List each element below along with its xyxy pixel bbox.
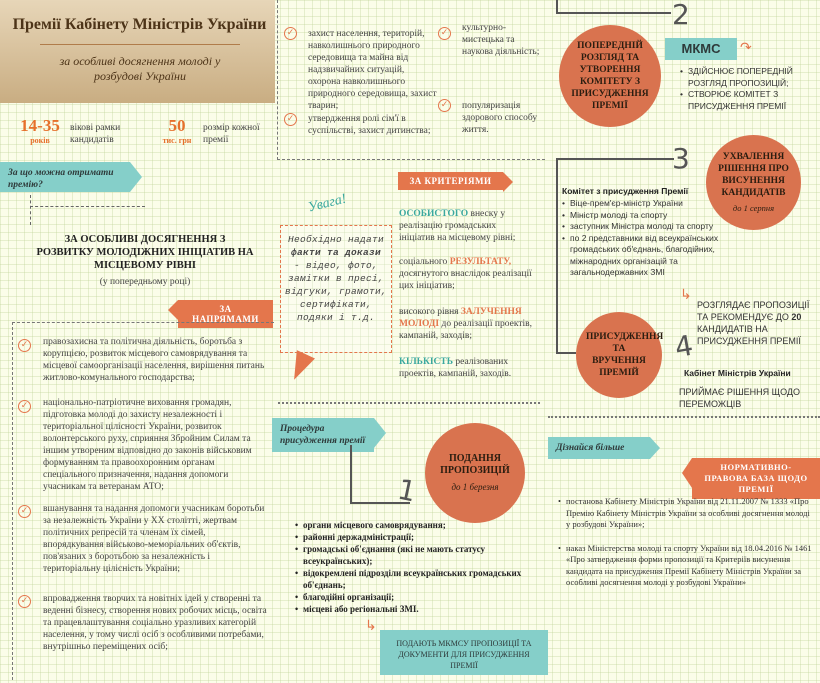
connector-line <box>30 195 31 225</box>
prize-value: 50 <box>168 116 186 135</box>
committee-member: • заступник Міністра молоді та спорту <box>562 221 722 233</box>
check-icon: ✓ <box>18 400 31 413</box>
flow-line <box>556 12 671 14</box>
criteria-before: високого рівня <box>399 307 461 317</box>
step3-number: 3 <box>672 142 690 175</box>
submitters-list <box>295 519 535 615</box>
criteria-after: реалізованих проектів, кампаній, заходів. <box>399 357 512 379</box>
ribbon-tip <box>168 300 178 320</box>
step1-title: ПОДАННЯ ПРОПОЗИЦІЙ <box>440 453 510 476</box>
attention-text-part: Необхідно надати <box>287 234 384 245</box>
criteria-item <box>399 256 534 292</box>
topic-item: захист населення, територій, навколишнього природного середовища та майна від надзвичайних ситуацій, охорона навколишнього природного середовища, захист тварин; <box>308 29 437 111</box>
criteria-item <box>399 208 534 244</box>
criteria-after: досягнутого внаслідок реалізації цих ініціатив; <box>399 269 532 291</box>
prize-unit: тис. грн <box>162 136 192 145</box>
step2-number: 2 <box>672 0 690 31</box>
check-icon: ✓ <box>18 339 31 352</box>
step3-title: УХВАЛЕННЯ РІШЕННЯ ПРО ВИСУНЕННЯ КАНДИДАТІВ <box>718 152 789 198</box>
criteria-before: соціального <box>399 257 450 267</box>
step1-number: 1 <box>394 472 420 509</box>
step4-title: ПРИСУДЖЕННЯ ТА ВРУЧЕННЯ ПРЕМІЙ <box>586 332 664 378</box>
more-ribbon: Дізнайся більше <box>548 437 650 459</box>
submit-note: ПОДАЮТЬ МКМСУ ПРОПОЗИЦІЇ ТА ДОКУМЕНТИ ДЛЯ ПРИСУДЖЕННЯ ПРЕМІЇ <box>380 630 548 675</box>
arrow-icon: ↷ <box>740 40 752 56</box>
age-unit: років <box>30 136 50 145</box>
criteria-key: КІЛЬКІСТЬ <box>399 357 454 367</box>
connector-line <box>30 206 145 207</box>
attention-pointer <box>285 350 315 384</box>
age-value: 14-35 <box>20 116 60 135</box>
step4-circle <box>576 312 662 398</box>
question-ribbon: За що можна отримати премію? <box>0 162 130 192</box>
committee-member: • по 2 представники від всеукраїнських громадських об'єднань, благодійних, міжнародних організацій та загальнодержавних ЗМІ <box>562 233 722 279</box>
award-heading: ЗА ОСОБЛИВІ ДОСЯГНЕННЯ З РОЗВИТКУ МОЛОДІЖНИХ ІНІЦІАТИВ НА МІСЦЕВОМУ РІВНІ <box>36 234 254 271</box>
legal-ribbon: НОРМАТИВНО-ПРАВОВА БАЗА ЩОДО ПРЕМІЇ <box>692 458 820 499</box>
flow-line <box>556 158 674 160</box>
title-divider <box>40 44 240 45</box>
decision-bold: 20 <box>791 312 802 322</box>
legal-item: • постанова Кабінету Міністрів України від 21.11.2007 № 1333 «Про Премію Кабінету Міністрів України за особливі досягнення молоді у розбудові України»; <box>558 496 816 531</box>
topic-item: культурно-мистецька та наукова діяльність; <box>462 23 540 57</box>
check-icon: ✓ <box>438 27 451 40</box>
ribbon-tip <box>503 172 513 192</box>
prize-label: розмір кожної премії <box>203 123 260 145</box>
section-divider <box>548 416 820 418</box>
step1-circle <box>425 423 525 523</box>
criteria-after: до реалізації проектів, кампаній, заходів; <box>399 319 532 341</box>
direction-item: правозахисна та політична діяльність, боротьба з корупцією, розвиток місцевого самоврядування та місцевої самоорганізації населення, вирішення питань житлово-комунального господарства; <box>43 337 265 383</box>
arrow-icon: ↳ <box>680 287 692 303</box>
page-subtitle: за особливі досягнення молоді у розбудові України <box>59 54 221 83</box>
flow-line <box>556 158 558 354</box>
step3-decision <box>697 299 817 347</box>
criteria-ribbon: ЗА КРИТЕРІЯМИ <box>398 172 503 190</box>
criteria-key: ОСОБИСТОГО <box>399 209 469 219</box>
attention-text-bold: факти та докази <box>290 247 381 258</box>
section-divider <box>278 402 540 404</box>
step2-circle <box>559 25 661 127</box>
topic-item: утвердження ролі сім'ї в суспільстві, захист дитинства; <box>308 114 431 136</box>
attention-text <box>285 233 387 324</box>
criteria-item <box>399 356 534 380</box>
topic-item: популяризація здорового способу життя. <box>462 101 538 135</box>
submitter-item: • громадські об'єднання (які не мають статусу всеукраїнських); <box>295 543 535 567</box>
ribbon-tip <box>650 437 660 459</box>
flow-line <box>350 502 410 504</box>
criteria-item <box>399 306 534 342</box>
attention-title: Увага! <box>306 191 348 216</box>
step2-action: • СТВОРЮЄ КОМІТЕТ З ПРИСУДЖЕННЯ ПРЕМІЇ <box>680 89 818 112</box>
step4-org: Кабінет Міністрів України <box>684 368 791 378</box>
committee-title: Комітет з присудження Премії <box>562 186 689 196</box>
direction-item: національно-патріотичне виховання громадян, підготовка молоді до захисту незалежності і територіальної цілісності України, розвиток волонтерського руху, сприяння Збройним Силам та іншим утвореним відповідно до законів військовим формуванням та правоохоронним органам спеціального призначення, надання допомоги учасникам та ветеранам АТО; <box>43 398 252 492</box>
step4-action: ПРИЙМАЄ РІШЕННЯ ЩОДО ПЕРЕМОЖЦІВ <box>679 387 800 409</box>
mkms-label: МКМС <box>665 38 737 60</box>
check-icon: ✓ <box>438 99 451 112</box>
ribbon-tip <box>130 162 142 192</box>
check-icon: ✓ <box>18 505 31 518</box>
ribbon-tip <box>374 418 386 448</box>
decision-part: РОЗГЛЯДАЄ ПРОПОЗИЦІЇ ТА РЕКОМЕНДУЄ ДО <box>697 300 810 322</box>
submitter-item: • органи місцевого самоврядування; <box>295 519 535 531</box>
step2-action: • ЗДІЙСНЮЄ ПОПЕРЕДНІЙ РОЗГЛЯД ПРОПОЗИЦІЙ; <box>680 66 818 89</box>
directions-ribbon: ЗА НАПРЯМАМИ <box>178 300 273 328</box>
check-icon: ✓ <box>18 595 31 608</box>
flow-line <box>556 0 558 14</box>
committee-member: • Міністр молоді та спорту <box>562 210 722 222</box>
decision-part: КАНДИДАТІВ НА ПРИСУДЖЕННЯ ПРЕМІЇ <box>697 324 801 346</box>
criteria-key: ЗАЛУЧЕННЯ МОЛОДІ <box>399 307 522 329</box>
submitter-item: • відокремлені підрозділи всеукраїнських громадських об'єднань; <box>295 567 535 591</box>
step4-number: 4 <box>672 328 696 365</box>
arrow-icon: ↳ <box>365 618 377 634</box>
submitter-item: • місцеві або регіональні ЗМІ. <box>295 603 535 615</box>
check-icon: ✓ <box>284 27 297 40</box>
criteria-after: внеску у реалізацію громадських ініціатив на місцевому рівні; <box>399 209 516 243</box>
page-title: Премії Кабінету Міністрів України <box>12 16 267 33</box>
prize-stat <box>157 116 197 145</box>
ribbon-tip <box>682 458 692 488</box>
direction-item: впровадження творчих та новітніх ідей у створенні та веденні бізнесу, створення нових робочих місць, освіта та працевлаштування соціально уразливих категорій населення, у тому числі осіб з особливими потребами, внутрішньо переміщених осіб; <box>43 594 267 652</box>
legal-item: • наказ Міністерства молоді та спорту України від 18.04.2016 № 1461 «Про затвердження форми пропозиції та Критеріїв висунення кандидата на присудження Премії Кабінету Міністрів України за особливі досягнення молоді у розбудові України» <box>558 543 816 589</box>
check-icon: ✓ <box>284 113 297 126</box>
committee-member: • Віце-прем'єр-міністр України <box>562 198 722 210</box>
submitter-item: • районні держадміністрації; <box>295 531 535 543</box>
award-note: (у попередньому році) <box>99 277 191 287</box>
submitter-item: • благодійні організації; <box>295 591 535 603</box>
committee-list <box>562 198 722 279</box>
flow-line <box>556 352 576 354</box>
step1-date: до 1 березня <box>451 482 499 492</box>
step2-title: ПОПЕРЕДНІЙ РОЗГЛЯД ТА УТВОРЕННЯ КОМІТЕТУ З ПРИСУДЖЕННЯ ПРЕМІЇ <box>571 41 649 111</box>
procedure-ribbon: Процедура присудження премії <box>272 418 374 452</box>
attention-text-part: - відео, фото, замітки в пресі, відгуки, грамоти, сертифікати, подяки і т.д. <box>285 260 388 323</box>
header-banner <box>0 0 275 103</box>
step3-date: до 1 серпня <box>732 203 775 213</box>
criteria-key: РЕЗУЛЬТАТУ, <box>449 257 512 267</box>
direction-item: вшанування та надання допомоги учасникам боротьби за незалежність України у XX столітті, жертвам політичних репресій та членам їх сімей, впорядкування військово-меморіальних об'єктів, пов'язаних з боротьбою за незалежність і територіальну цілісність України; <box>43 504 265 574</box>
age-stat <box>14 116 66 145</box>
age-label: вікові рамки кандидатів <box>70 123 121 145</box>
flow-line <box>350 445 352 503</box>
step2-actions <box>680 66 818 112</box>
legal-list <box>558 496 816 589</box>
